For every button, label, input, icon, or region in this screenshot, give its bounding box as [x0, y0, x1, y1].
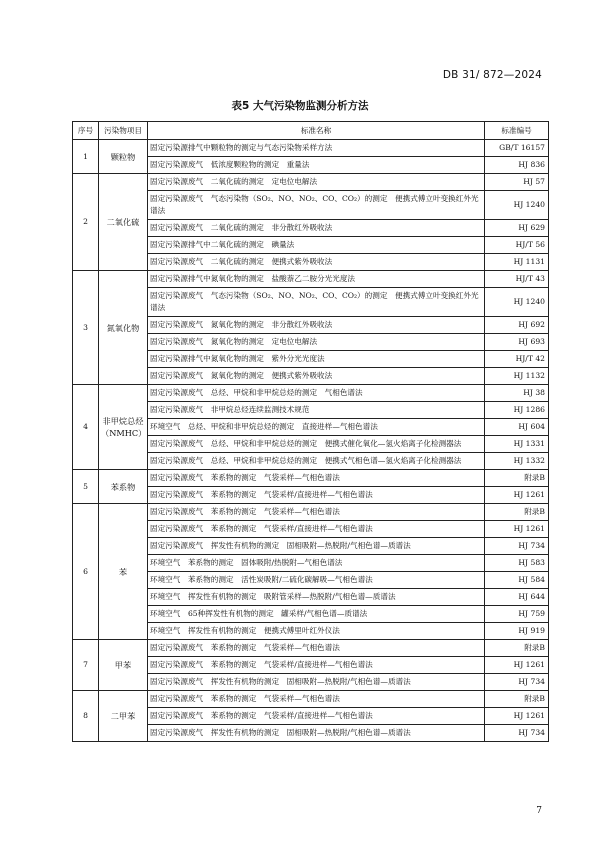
cell-standard-name: 固定污染源废气 挥发性有机物的测定 固相吸附—热脱附/气相色谱—质谱法 — [148, 538, 485, 555]
cell-standard-name: 固定污染源废气 氮氧化物的测定 便携式紫外吸收法 — [148, 368, 485, 385]
cell-standard-name: 固定污染源废气 二氧化硫的测定 便携式紫外吸收法 — [148, 254, 485, 271]
cell-num: 7 — [73, 640, 99, 691]
cell-standard-name: 固定污染源废气 气态污染物（SO₂、NO、NO₂、CO、CO₂）的测定 便携式傅立叶变换红外光谱法 — [148, 288, 485, 317]
cell-standard-name: 固定污染源废气 氮氧化物的测定 非分散红外吸收法 — [148, 317, 485, 334]
cell-standard-name: 固定污染源废气 总烃、甲烷和非甲烷总烃的测定 气相色谱法 — [148, 385, 485, 402]
cell-standard-code: HJ 1132 — [485, 368, 549, 385]
cell-standard-code: HJ 57 — [485, 174, 549, 191]
cell-standard-code: HJ 734 — [485, 725, 549, 742]
cell-standard-code: HJ 583 — [485, 555, 549, 572]
cell-standard-code: HJ 1261 — [485, 487, 549, 504]
pollutant-name: 二甲苯 — [110, 711, 136, 721]
cell-standard-code: HJ 693 — [485, 334, 549, 351]
cell-standard-name: 固定污染源废气 挥发性有机物的测定 固相吸附—热脱附/气相色谱—质谱法 — [148, 725, 485, 742]
cell-standard-name: 固定污染源排气中氮氧化物的测定 盐酸萘乙二胺分光光度法 — [148, 271, 485, 288]
cell-pollutant — [99, 504, 148, 640]
cell-standard-name: 固定污染源废气 苯系物的测定 气袋采样/直接进样—气相色谱法 — [148, 521, 485, 538]
cell-standard-name: 固定污染源废气 二氧化硫的测定 定电位电解法 — [148, 174, 485, 191]
cell-pollutant — [99, 140, 148, 174]
cell-standard-name: 环境空气 总烃、甲烷和非甲烷总烃的测定 直接进样—气相色谱法 — [148, 419, 485, 436]
cell-standard-code: HJ 1261 — [485, 708, 549, 725]
cell-num: 6 — [73, 504, 99, 640]
cell-standard-code: HJ 1240 — [485, 191, 549, 220]
cell-standard-code: HJ 629 — [485, 220, 549, 237]
pollutant-subname: （NMHC） — [101, 428, 147, 438]
table-row — [73, 140, 549, 157]
cell-standard-code: HJ 1261 — [485, 521, 549, 538]
cell-standard-name: 固定污染源废气 苯系物的测定 气袋采样—气相色谱法 — [148, 691, 485, 708]
cell-num: 5 — [73, 470, 99, 504]
cell-standard-code: HJ/T 42 — [485, 351, 549, 368]
pollutant-name: 非甲烷总烃 — [102, 416, 144, 426]
cell-standard-code: HJ 1332 — [485, 453, 549, 470]
cell-standard-code: HJ 919 — [485, 623, 549, 640]
cell-standard-code: HJ/T 43 — [485, 271, 549, 288]
cell-standard-code: HJ 604 — [485, 419, 549, 436]
cell-standard-code: 附录B — [485, 691, 549, 708]
cell-standard-code: HJ 836 — [485, 157, 549, 174]
cell-standard-name: 固定污染源废气 低浓度颗粒物的测定 重量法 — [148, 157, 485, 174]
cell-standard-code: HJ 692 — [485, 317, 549, 334]
table-row — [73, 504, 549, 521]
cell-standard-code: HJ 38 — [485, 385, 549, 402]
cell-pollutant — [99, 271, 148, 385]
cell-standard-name: 固定污染源废气 气态污染物（SO₂、NO、NO₂、CO、CO₂）的测定 便携式傅立叶变换红外光谱法 — [148, 191, 485, 220]
cell-num: 3 — [73, 271, 99, 385]
cell-standard-name: 固定污染源废气 氮氧化物的测定 定电位电解法 — [148, 334, 485, 351]
cell-standard-name: 固定污染源废气 苯系物的测定 气袋采样—气相色谱法 — [148, 504, 485, 521]
cell-standard-code: HJ 644 — [485, 589, 549, 606]
pollutant-name: 二氧化硫 — [106, 217, 140, 227]
cell-standard-name: 环境空气 65种挥发性有机物的测定 罐采样/气相色谱—质谱法 — [148, 606, 485, 623]
cell-standard-code: HJ 1331 — [485, 436, 549, 453]
header-standard: 标准名称 — [148, 122, 485, 140]
cell-standard-code: HJ 1131 — [485, 254, 549, 271]
table-row — [73, 640, 549, 657]
monitoring-methods-table — [72, 121, 549, 742]
table-row — [73, 691, 549, 708]
cell-standard-name: 固定污染源废气 苯系物的测定 气袋采样/直接进样—气相色谱法 — [148, 657, 485, 674]
cell-standard-code: HJ 1286 — [485, 402, 549, 419]
table-row — [73, 174, 549, 191]
cell-standard-code: HJ 759 — [485, 606, 549, 623]
header-code: 标准编号 — [485, 122, 549, 140]
table-row — [73, 385, 549, 402]
cell-standard-code: HJ 734 — [485, 674, 549, 691]
cell-standard-code: HJ 584 — [485, 572, 549, 589]
cell-standard-name: 固定污染源排气中氮氧化物的测定 紫外分光光度法 — [148, 351, 485, 368]
cell-standard-name: 环境空气 苯系物的测定 活性炭吸附/二硫化碳解吸—气相色谱法 — [148, 572, 485, 589]
cell-standard-code: HJ 734 — [485, 538, 549, 555]
cell-standard-code: 附录B — [485, 504, 549, 521]
cell-standard-name: 固定污染源废气 挥发性有机物的测定 固相吸附—热脱附/气相色谱—质谱法 — [148, 674, 485, 691]
cell-standard-name: 固定污染源废气 总烃、甲烷和非甲烷总烃的测定 便携式气相色谱—氢火焰离子化检测器法 — [148, 453, 485, 470]
cell-pollutant — [99, 385, 148, 470]
cell-standard-name: 固定污染源废气 苯系物的测定 气袋采样—气相色谱法 — [148, 470, 485, 487]
table-row — [73, 470, 549, 487]
cell-standard-code: GB/T 16157 — [485, 140, 549, 157]
pollutant-name: 苯系物 — [110, 481, 136, 492]
cell-num: 8 — [73, 691, 99, 742]
cell-standard-name: 固定污染源废气 非甲烷总烃连续监测技术规范 — [148, 402, 485, 419]
cell-standard-name: 环境空气 挥发性有机物的测定 吸附管采样—热脱附/气相色谱—质谱法 — [148, 589, 485, 606]
cell-standard-name: 固定污染源废气 总烃、甲烷和非甲烷总烃的测定 便携式催化氧化—氢火焰离子化检测器法 — [148, 436, 485, 453]
pollutant-name: 颗粒物 — [110, 151, 136, 162]
header-pollutant: 污染物项目 — [99, 122, 148, 140]
cell-standard-code: HJ 1261 — [485, 657, 549, 674]
cell-pollutant — [99, 640, 148, 691]
table-body — [73, 140, 549, 742]
cell-pollutant — [99, 691, 148, 742]
cell-standard-name: 固定污染源排气中颗粒物的测定与气态污染物采样方法 — [148, 140, 485, 157]
cell-num: 2 — [73, 174, 99, 271]
cell-standard-code: 附录B — [485, 470, 549, 487]
cell-standard-name: 固定污染源排气中二氧化硫的测定 碘量法 — [148, 237, 485, 254]
cell-pollutant — [99, 174, 148, 271]
cell-standard-name: 固定污染源废气 苯系物的测定 气袋采样—气相色谱法 — [148, 640, 485, 657]
pollutant-name: 氮氧化物 — [106, 322, 140, 333]
cell-standard-code: HJ 1240 — [485, 288, 549, 317]
cell-num: 4 — [73, 385, 99, 470]
table-title: 表5 大气污染物监测分析方法 — [231, 100, 369, 112]
table-row — [73, 271, 549, 288]
pollutant-name: 苯 — [118, 566, 128, 577]
document-code: DB 31/ 872—2024 — [442, 69, 542, 81]
cell-standard-name: 固定污染源废气 苯系物的测定 气袋采样/直接进样—气相色谱法 — [148, 708, 485, 725]
cell-standard-name: 环境空气 苯系物的测定 固体吸附/热脱附—气相色谱法 — [148, 555, 485, 572]
pollutant-name: 甲苯 — [114, 660, 132, 670]
cell-num: 1 — [73, 140, 99, 174]
cell-standard-name: 固定污染源废气 苯系物的测定 气袋采样/直接进样—气相色谱法 — [148, 487, 485, 504]
cell-standard-name: 环境空气 挥发性有机物的测定 便携式傅里叶红外仪法 — [148, 623, 485, 640]
cell-standard-code: HJ/T 56 — [485, 237, 549, 254]
page-number: 7 — [536, 806, 542, 816]
cell-pollutant — [99, 470, 148, 504]
header-num: 序号 — [73, 122, 99, 140]
cell-standard-code: 附录B — [485, 640, 549, 657]
cell-standard-name: 固定污染源废气 二氧化硫的测定 非分散红外吸收法 — [148, 220, 485, 237]
table-header-row — [73, 122, 549, 140]
